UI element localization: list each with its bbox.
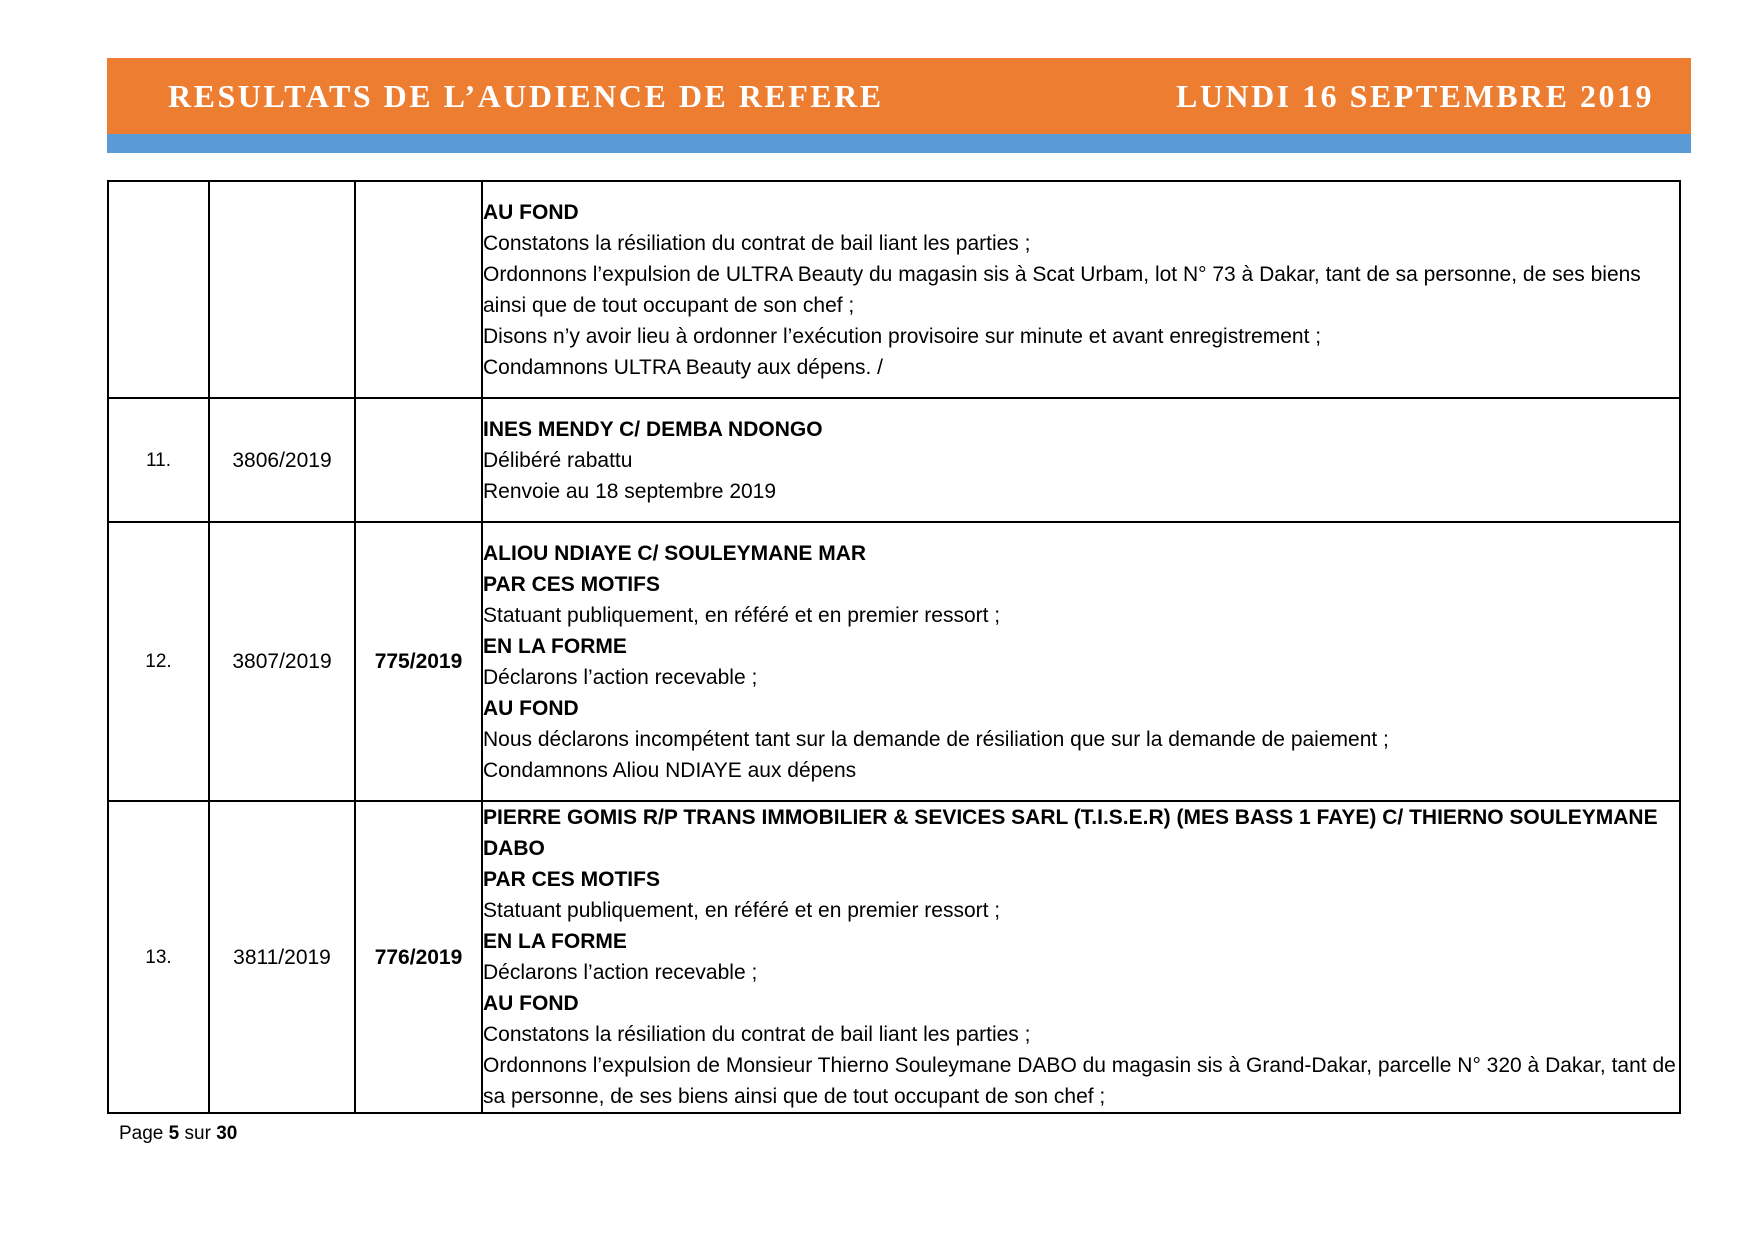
case-number: 11.: [108, 398, 209, 522]
page-number: [119, 1121, 237, 1147]
ordonnance-number: [355, 398, 482, 522]
decision-line: Renvoie au 18 septembre 2019: [483, 479, 777, 503]
decision-line: Ordonnons l’expulsion de Monsieur Thierno Souleymane DABO du magasin sis à Grand-Dakar, parcelle N° 320 à Dakar, tant de sa personne, de ses biens ainsi que de tout occupant de son chef ;: [483, 1054, 1676, 1108]
decision-line: Ordonnons l’expulsion de ULTRA Beauty du magasin sis à Scat Urbam, lot N° 73 à Dakar, tant de sa personne, de ses biens ainsi que de tout occupant de son chef ;: [483, 262, 1641, 317]
total-pages: 30: [216, 1123, 238, 1144]
hearing-date: LUNDI 16 SEPTEMBRE 2019: [1176, 78, 1654, 114]
page-label: Page: [119, 1123, 164, 1144]
case-rg: 3811/2019: [209, 801, 355, 1113]
header-strip: [107, 134, 1691, 153]
ordonnance-number: 776/2019: [355, 801, 482, 1113]
decision-line: Disons n’y avoir lieu à ordonner l’exécution provisoire sur minute et avant enregistrement ;: [483, 324, 1322, 348]
page-title: RESULTATS DE L’AUDIENCE DE REFERE: [168, 78, 884, 114]
decision-text: [482, 522, 1680, 801]
decision-line: Statuant publiquement, en référé et en premier ressort ;: [483, 603, 1001, 627]
case-rg: [209, 181, 355, 398]
decision-line: Constatons la résiliation du contrat de bail liant les parties ;: [483, 231, 1031, 255]
decision-text: [482, 181, 1680, 398]
case-rg: 3806/2019: [209, 398, 355, 522]
case-rg: 3807/2019: [209, 522, 355, 801]
results-table: [107, 180, 1681, 1114]
current-page: 5: [168, 1123, 180, 1144]
table-row: [108, 181, 1680, 398]
decision-line: Statuant publiquement, en référé et en premier ressort ;: [483, 899, 1001, 922]
ordonnance-number: 775/2019: [355, 522, 482, 801]
case-parties: PIERRE GOMIS R/P TRANS IMMOBILIER & SEVICES SARL (T.I.S.E.R) (MES BASS 1 FAYE) C/ THIERNO SOULEYMANE DABO: [483, 806, 1658, 860]
section-heading: AU FOND: [483, 992, 579, 1015]
decision-line: Condamnons Aliou NDIAYE aux dépens: [483, 758, 857, 782]
decision-line: Nous déclarons incompétent tant sur la demande de résiliation que sur la demande de paiement ;: [483, 727, 1389, 751]
section-heading: EN LA FORME: [483, 634, 627, 658]
decision-text: [482, 801, 1680, 1113]
page-separator: sur: [184, 1123, 211, 1144]
decision-line: Déclarons l’action recevable ;: [483, 665, 758, 689]
decision-line: Délibéré rabattu: [483, 448, 633, 472]
section-heading: AU FOND: [483, 696, 579, 720]
ordonnance-number: [355, 181, 482, 398]
section-heading: PAR CES MOTIFS: [483, 572, 660, 596]
decision-text: [482, 398, 1680, 522]
case-parties: INES MENDY C/ DEMBA NDONGO: [483, 417, 823, 441]
case-number: 12.: [108, 522, 209, 801]
table-row: [108, 398, 1680, 522]
decision-line: Condamnons ULTRA Beauty aux dépens. /: [483, 355, 884, 379]
case-number: 13.: [108, 801, 209, 1113]
section-heading: EN LA FORME: [483, 930, 627, 953]
case-parties: ALIOU NDIAYE C/ SOULEYMANE MAR: [483, 541, 867, 565]
section-heading: PAR CES MOTIFS: [483, 868, 660, 891]
table-row: [108, 801, 1680, 1113]
decision-line: Constatons la résiliation du contrat de bail liant les parties ;: [483, 1023, 1031, 1046]
decision-line: Déclarons l’action recevable ;: [483, 961, 758, 984]
table-row: [108, 522, 1680, 801]
section-heading: AU FOND: [483, 200, 579, 224]
case-number: [108, 181, 209, 398]
